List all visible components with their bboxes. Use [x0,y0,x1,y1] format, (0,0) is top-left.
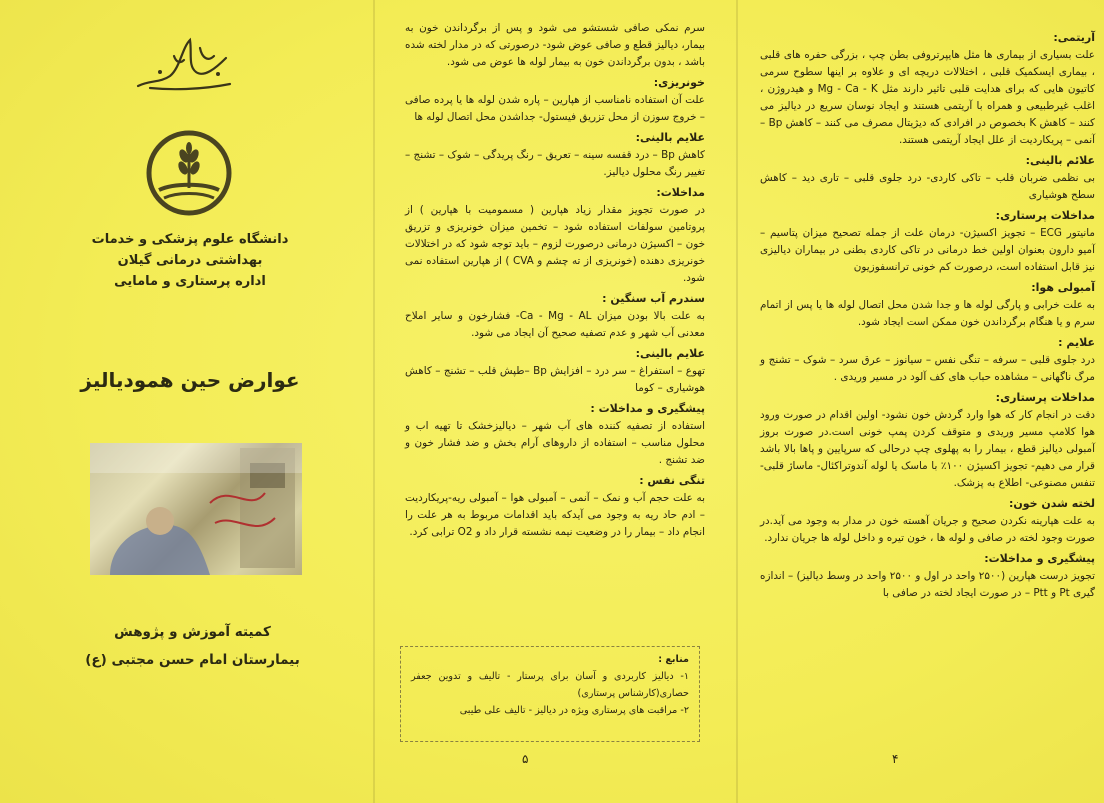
page-number-right: ۴ [892,752,899,766]
right-panel [760,0,1095,803]
air-embolism-paragraph: به علت خرابی و پارگی لوله ها و جدا شدن محل اتصال لوله ها یا پس از اتمام سرم و یا هنگام برگرداندن خون ممکن است ایجاد شود. [760,299,1095,328]
page-number-middle: ۵ [522,752,529,766]
university-line-2: بهداشتی درمانی گیلان [117,253,263,268]
signs2-heading: علایم بالینی: [635,347,705,360]
clotting-paragraph: به علت هپارینه نکردن صحیح و جریان آهسته خون در مدار به وجود می آید.در صورت وجود لخته در صافی و لوله ها ، خون تیره و داخل لوله ها جریان ندارد. [760,515,1095,544]
university-line-1: دانشگاه علوم پزشکی و خدمات [91,232,289,247]
symptoms-paragraph: درد جلوی قلبی – سرفه – تنگی نفس – سیانوز – عرق سرد – شوک – تشنج و مرگ ناگهانی – مشاهده حباب های کف آلود در مسیر وریدی . [760,354,1095,383]
reference-2: ۲- مراقبت های پرستاری ویژه در دیالیز - تالیف علی طیبی [459,705,689,716]
arrhythmia-heading: آریتمی: [1053,31,1095,44]
prevention-paragraph: تجویز درست هپارین (۲۵۰۰ واحد در اول و ۲۵۰۰ واحد در وسط دیالیز) – اندازه گیری Pt و Ptt – در صورت ایجاد لخته در صافی با [760,570,1095,599]
cover-panel [0,0,375,803]
dyspnea-heading: تنگی نفس : [639,474,705,487]
clinical-signs-paragraph: بی نظمی ضربان قلب – تاکی کاردی- درد جلوی قلبی – تاری دید – کاهش سطح هوشیاری [760,172,1095,201]
prevention-heading: پیشگیری و مداخلات: [984,552,1095,565]
nursing2-paragraph: دقت در انجام کار که هوا وارد گردش خون نشود- اولین اقدام در صورت ورود هوا کلامپ مسیر وریدی و متوقف کردن پمپ خونی است.در صورت بروز آمبولی دیالیز قطع ، بیمار را به پهلوی چپ درحالی که سرپایین و پاها بالا باشد قرار می دهیم- تجویز اکسیژن ۱۰۰٪ با ماسک یا لوله آندوتراکئال- ماساژ قلبی- تنفس مصنوعی- اطلاع به پزشک. [760,409,1095,489]
signs1-paragraph: کاهش Bp – درد قفسه سینه – تعریق – رنگ پریدگی – شوک – تشنج – تغییر رنگ محلول دیالیز. [405,149,706,178]
basmala-calligraphy-icon [130,28,240,98]
signs2-paragraph: تهوع – استفراغ – سر درد – افزایش Bp –طپش قلب – تشنج – کاهش هوشیاری – کوما [405,365,705,394]
clotting-heading: لخته شدن خون: [1008,497,1095,510]
arrhythmia-paragraph: علت بسیاری از بیماری ها مثل هایپرتروفی بطن چپ ، بزرگی حفره های قلبی ، بیماری ایسکمیک قلبی ، اختلالات دریچه ای و علاوه بر اینها سطوح سرمی کاتیون هایی که برای هدایت قلبی تاثیر دارند مثل Mg - Ca - K و هیدروژن ، اغلب غیرطبیعی و همراه با آریتمی هستند و ایجاد نوسان سریع در دیالیز می کنند – کاهش K بخصوص در افرادی که دیژیتال مصرف می کنند – کاهش Bp – آنمی – پریکاردیت از علل ایجاد آریتمی هستند. [760,49,1096,146]
dialysis-photo [90,443,302,575]
nursing-heading: مداخلات پرستاری: [995,209,1095,222]
clinical-signs-heading: علائم بالینی: [1025,154,1095,167]
brochure-title: عوارض حین همودیالیز [80,368,300,392]
nursing2-heading: مداخلات پرستاری: [995,391,1095,404]
university-name [60,229,320,292]
interventions1-heading: مداخلات: [656,186,705,199]
hospital-name: بیمارستان امام حسن مجتبی (ع) [85,652,300,668]
interventions1-paragraph: در صورت تجویز مقدار زیاد هپارین ( مسمومیت با هپارین ) از پروتامین سولفات استفاده شود – تخمین میزان خونریزی و تزریق خون – اکسیژن درمانی درصورت لزوم – باید توجه شود که در اختلالات خونریزی دهنده (خونریزی از ته چشم و CVA ) از هپارین استفاده نمی شود. [405,204,705,284]
nursing-paragraph: مانیتور ECG – تجویز اکسیژن- درمان علت از جمله تصحیح میزان پتاسیم – آمیو دارون بعنوان اولین خط درمانی در تاکی کاردی بطنی در بیماران دیالیزی نیز قابل استفاده است، درصورت کم خونی ترانسفوزیون [760,227,1095,273]
references-box [400,646,700,742]
bleeding-paragraph: علت آن استفاده نامناسب از هپارین – پاره شدن لوله ها یا پرده صافی – خروج سوزن از محل تزریق فیستول- جداشدن محل اتصال لوله ها [405,94,705,123]
bleeding-heading: خونریزی: [653,76,705,89]
prevention1-paragraph: استفاده از تصفیه کننده های آب شهر – دیالیزخشک تا تهیه اب و محلول مناسب – استفاده از داروهای آرام بخش و ضد فشار خون و ضد تشنج . [405,420,705,466]
university-logo-icon [144,128,234,218]
intro-paragraph: سرم نمکی صافی شستشو می شود و پس از برگرداندن خون به بیمار، دیالیز قطع و صافی عوض شود- درصورتی که در مدار لخته شده باشد ، بدون برگرداندن خون به بیمار لوله ها عوض می شود. [405,22,705,68]
references-title: منابع : [658,654,689,665]
dyspnea-paragraph: به علت حجم آب و نمک – آنمی – آمبولی هوا – آمبولی ریه-پریکاردیت – ادم حاد ریه به وجود می آیدکه باید اقدامات مربوط به هر علت را انجام داد – بیمار را در وضعیت نیمه نشسته قرار داد و O2 ترابی کرد. [405,492,705,538]
dialysis-machine-image [90,443,302,575]
symptoms-heading: علایم : [1058,336,1095,349]
committee-block [60,618,325,674]
prevention1-heading: پیشگیری و مداخلات : [590,402,705,415]
committee-name: کمیته آموزش و پژوهش [114,624,271,640]
fold-line-right [736,0,738,803]
reference-1: ۱- دیالیز کاربردی و آسان برای پرستار - تالیف و تدوین جعفر حصاری(کارشناس پرستاری) [411,671,689,699]
hardwater-paragraph: به علت بالا بودن میزان Ca - Mg - AL- فشارخون و سایر املاح معدنی آب شهر و عدم تصفیه صحیح آن ایجاد می شود. [405,310,706,339]
signs1-heading: علایم بالینی: [635,131,705,144]
department-name: اداره پرستاری و مامایی [114,274,266,289]
air-embolism-heading: آمبولی هوا: [1031,281,1095,294]
hardwater-heading: سندرم آب سنگین : [602,292,705,305]
